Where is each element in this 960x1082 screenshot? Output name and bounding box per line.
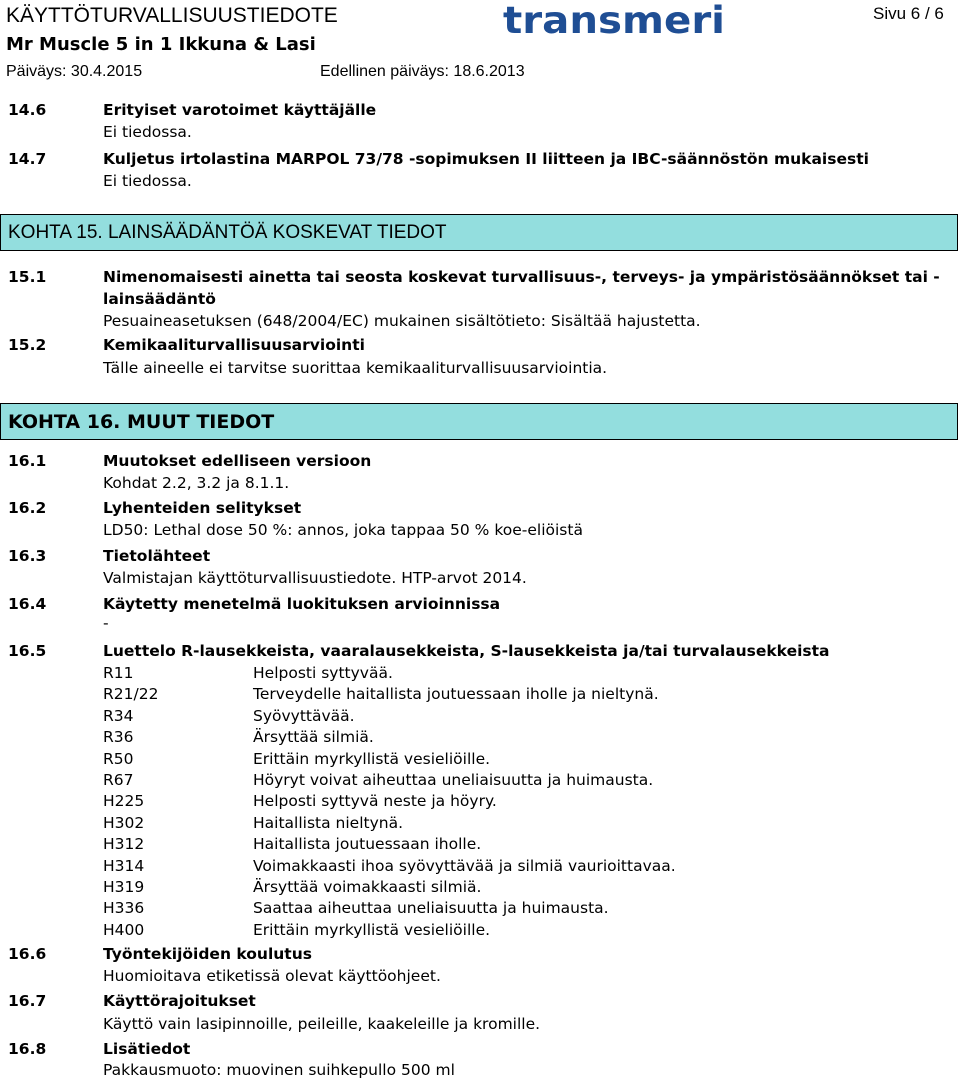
- phrase-code: R34: [103, 707, 134, 725]
- section-15-heading-band: [0, 214, 958, 251]
- phrase-code: H336: [103, 899, 145, 917]
- section-14-7-number: 14.7: [8, 150, 47, 168]
- section-15-2-title: Kemikaaliturvallisuusarviointi: [103, 336, 365, 354]
- phrase-code: H225: [103, 792, 145, 810]
- transmeri-logo: [503, 2, 729, 40]
- section-16-1-text: Kohdat 2.2, 3.2 ja 8.1.1.: [103, 474, 290, 492]
- phrase-text: Erittäin myrkyllistä vesieliöille.: [253, 921, 491, 939]
- phrase-code: H314: [103, 857, 145, 875]
- section-16-heading: KOHTA 16. MUUT TIEDOT: [8, 411, 275, 433]
- page-number: Sivu 6 / 6: [873, 4, 944, 23]
- section-14-7-title: Kuljetus irtolastina MARPOL 73/78 -sopimuksen II liitteen ja IBC-säännöstön mukaisesti: [103, 150, 869, 168]
- phrase-text: Erittäin myrkyllistä vesieliöille.: [253, 750, 491, 768]
- phrase-text: Terveydelle haitallista joutuessaan iholle ja nieltynä.: [253, 685, 659, 703]
- section-15-heading: KOHTA 15. LAINSÄÄDÄNTÖÄ KOSKEVAT TIEDOT: [8, 222, 447, 243]
- phrase-code: R36: [103, 728, 134, 746]
- section-16-7-number: 16.7: [8, 992, 47, 1010]
- document-type-title: KÄYTTÖTURVALLISUUSTIEDOTE: [6, 4, 338, 27]
- phrase-code: H319: [103, 878, 145, 896]
- section-16-5-number: 16.5: [8, 642, 47, 660]
- phrase-text: Helposti syttyvää.: [253, 664, 393, 682]
- issue-date: Päiväys: 30.4.2015: [6, 63, 143, 80]
- phrase-text: Saattaa aiheuttaa uneliaisuutta ja huimausta.: [253, 899, 609, 917]
- section-16-1-number: 16.1: [8, 452, 47, 470]
- phrase-code: H302: [103, 814, 145, 832]
- phrase-code: R67: [103, 771, 134, 789]
- section-16-2-title: Lyhenteiden selitykset: [103, 499, 302, 517]
- phrase-text: Haitallista joutuessaan iholle.: [253, 835, 482, 853]
- section-14-7-text: Ei tiedossa.: [103, 172, 192, 190]
- section-16-7-text: Käyttö vain lasipinnoille, peileille, kaakeleille ja kromille.: [103, 1015, 541, 1033]
- section-16-2-text: LD50: Lethal dose 50 %: annos, joka tappaa 50 % koe-eliöistä: [103, 521, 583, 539]
- section-15-1-title-line2: lainsäädäntö: [103, 290, 216, 308]
- section-16-5-title: Luettelo R-lausekkeista, vaaralausekkeista, S-lausekkeista ja/tai turvalausekkeista: [103, 642, 830, 660]
- section-16-1-title: Muutokset edelliseen versioon: [103, 452, 372, 470]
- section-16-heading-band: [0, 403, 958, 440]
- section-16-3-text: Valmistajan käyttöturvallisuustiedote. HTP-arvot 2014.: [103, 569, 527, 587]
- phrase-text: Ärsyttää voimakkaasti silmiä.: [253, 878, 482, 896]
- section-16-4-title: Käytetty menetelmä luokituksen arvioinnissa: [103, 595, 501, 613]
- phrase-text: Syövyttävää.: [253, 707, 355, 725]
- section-14-6-title: Erityiset varotoimet käyttäjälle: [103, 101, 377, 119]
- phrase-code: H400: [103, 921, 145, 939]
- phrase-code: R21/22: [103, 685, 159, 703]
- section-16-6-title: Työntekijöiden koulutus: [103, 945, 312, 963]
- section-16-6-text: Huomioitava etiketissä olevat käyttöohjeet.: [103, 967, 441, 985]
- phrase-code: H312: [103, 835, 145, 853]
- product-name: Mr Muscle 5 in 1 Ikkuna & Lasi: [6, 34, 316, 55]
- previous-date: Edellinen päiväys: 18.6.2013: [320, 63, 525, 80]
- section-16-8-text: Pakkausmuoto: muovinen suihkepullo 500 ml: [103, 1061, 455, 1079]
- phrase-text: Höyryt voivat aiheuttaa uneliaisuutta ja huimausta.: [253, 771, 654, 789]
- section-16-6-number: 16.6: [8, 945, 47, 963]
- section-15-1-text: Pesuaineasetuksen (648/2004/EC) mukainen sisältötieto: Sisältää hajustetta.: [103, 312, 701, 330]
- section-16-7-title: Käyttörajoitukset: [103, 992, 256, 1010]
- phrase-text: Haitallista nieltynä.: [253, 814, 404, 832]
- section-15-1-title: Nimenomaisesti ainetta tai seosta koskevat turvallisuus-, terveys- ja ympäristösäännökset tai -: [103, 268, 940, 286]
- section-16-3-number: 16.3: [8, 547, 47, 565]
- section-15-1-number: 15.1: [8, 268, 47, 286]
- section-14-6-number: 14.6: [8, 101, 47, 119]
- section-16-4-number: 16.4: [8, 595, 47, 613]
- phrase-text: Ärsyttää silmiä.: [253, 728, 374, 746]
- section-14-6-text: Ei tiedossa.: [103, 123, 192, 141]
- section-16-8-title: Lisätiedot: [103, 1040, 191, 1058]
- phrase-code: R11: [103, 664, 134, 682]
- phrase-text: Helposti syttyvä neste ja höyry.: [253, 792, 497, 810]
- section-16-8-number: 16.8: [8, 1040, 47, 1058]
- section-15-2-number: 15.2: [8, 336, 47, 354]
- phrase-text: Voimakkaasti ihoa syövyttävää ja silmiä vaurioittavaa.: [253, 857, 676, 875]
- section-16-3-title: Tietolähteet: [103, 547, 211, 565]
- phrase-code: R50: [103, 750, 134, 768]
- section-16-4-text: -: [103, 614, 109, 632]
- section-15-2-text: Tälle aineelle ei tarvitse suorittaa kemikaaliturvallisuusarviointia.: [103, 359, 608, 377]
- logo-text: transmeri: [503, 2, 725, 40]
- section-16-2-number: 16.2: [8, 499, 47, 517]
